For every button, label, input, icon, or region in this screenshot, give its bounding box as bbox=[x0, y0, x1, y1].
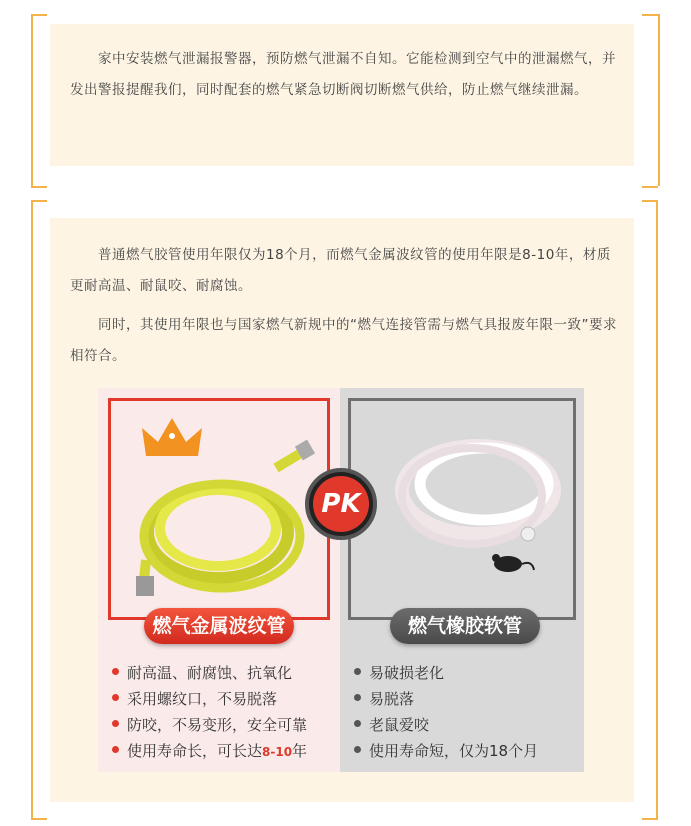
section2-bracket-right bbox=[656, 200, 658, 820]
section1-bracket-left bbox=[31, 14, 51, 186]
section2-bracket-right-top bbox=[642, 200, 658, 202]
list-item: 使用寿命短，仅为18个月 bbox=[354, 738, 538, 764]
mouse-icon bbox=[488, 550, 536, 574]
section2-bracket-left bbox=[31, 200, 33, 820]
rubber-hose-image bbox=[388, 426, 568, 556]
section2-bracket-left-top bbox=[31, 200, 47, 202]
section1-text: 家中安装燃气泄漏报警器，预防燃气泄漏不自知。它能检测到空气中的泄漏燃气，并发出警报提醒我们，同时配套的燃气紧急切断阀切断燃气供给，防止燃气继续泄漏。 bbox=[70, 51, 616, 98]
metal-hose-features bbox=[112, 660, 307, 764]
rubber-hose-features bbox=[354, 660, 538, 764]
section2-para2: 同时，其使用年限也与国家燃气新规中的“燃气连接管需与燃气具报废年限一致”要求相符合。 bbox=[70, 317, 617, 364]
section1-bracket-left-bottom bbox=[31, 186, 47, 188]
section1-bracket-left-top bbox=[31, 14, 47, 16]
rubber-hose-title: 燃气橡胶软管 bbox=[390, 608, 540, 644]
section1-bracket-right-top bbox=[642, 14, 658, 16]
section2-bracket-right-bottom bbox=[642, 818, 658, 820]
list-item: 易脱落 bbox=[354, 686, 538, 712]
list-item: 采用螺纹口，不易脱落 bbox=[112, 686, 307, 712]
metal-hose-image bbox=[126, 440, 316, 610]
pk-badge: PK bbox=[305, 468, 377, 540]
section2-para1: 普通燃气胶管使用年限仅为18个月，而燃气金属波纹管的使用年限是8-10年，材质更耐高温、耐鼠咬、耐腐蚀。 bbox=[70, 247, 611, 294]
section1-bracket-right-bottom bbox=[642, 186, 658, 188]
list-item: 使用寿命长，可长达8-10年 bbox=[112, 738, 307, 764]
list-item: 耐高温、耐腐蚀、抗氧化 bbox=[112, 660, 307, 686]
section2-bracket-left-bottom bbox=[31, 818, 47, 820]
comparison-figure bbox=[98, 388, 584, 772]
list-item: 易破损老化 bbox=[354, 660, 538, 686]
metal-hose-title: 燃气金属波纹管 bbox=[144, 608, 294, 644]
list-item: 老鼠爱咬 bbox=[354, 712, 538, 738]
list-item: 防咬，不易变形，安全可靠 bbox=[112, 712, 307, 738]
section1-bracket-right bbox=[640, 14, 660, 186]
